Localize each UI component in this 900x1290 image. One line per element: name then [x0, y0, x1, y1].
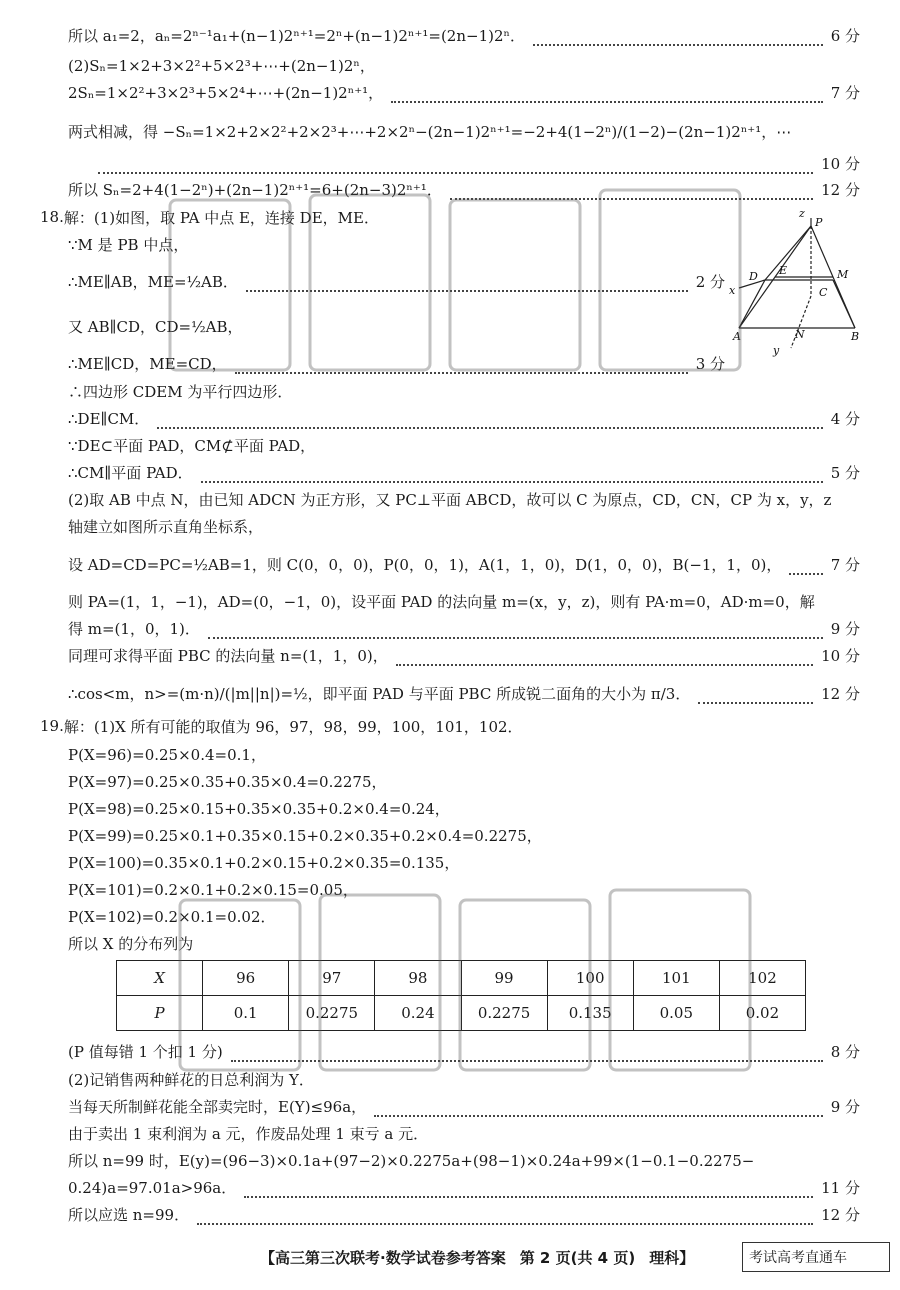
q18-line-7-text: ∴DE∥CM．: [68, 409, 150, 428]
q19-line-8-text: P(X=102)=0.2×0.1=0.02．: [68, 907, 276, 926]
q18-line-1-text: 解：(1)如图，取 PA 中点 E，连接 DE，ME．: [63, 208, 379, 227]
score-label: 7 分: [830, 83, 860, 102]
q18-line-16: [68, 680, 860, 706]
table-cell: 96: [203, 961, 289, 996]
footer-subject: 理科】: [649, 1248, 695, 1267]
leader-dots: [374, 1100, 823, 1117]
score-label: 2 分: [695, 272, 725, 291]
q18-line-8: [68, 432, 860, 458]
table-cell: 0.05: [633, 996, 719, 1031]
table-cell: 0.135: [547, 996, 633, 1031]
q19-line-13-text: 由于卖出 1 束利润为 a 元，作废品处理 1 束亏 a 元．: [68, 1124, 429, 1143]
q19-line-11-text: (2)记销售两种鲜花的日总利润为 Y．: [68, 1070, 314, 1089]
q18-line-14: [68, 615, 860, 641]
table-cell: 100: [547, 961, 633, 996]
q18-line-3-text: ∴ME∥AB，ME=½AB．: [68, 272, 238, 291]
q18-line-13-text: 则 PA=(1，1，−1)，AD=(0，−1，0)，设平面 PAD 的法向量 m=(x，y，z)，则有 PA·m=0，AD·m=0，解: [68, 592, 815, 611]
label-y: y: [773, 344, 780, 357]
q17-line-3: [68, 79, 860, 105]
score-label: 4 分: [830, 409, 860, 428]
score-label: 3 分: [695, 354, 725, 373]
q17-line-2: [68, 52, 860, 78]
q18-line-10: [68, 486, 860, 512]
label-x: x: [729, 284, 736, 297]
q18-line-12-text: 设 AD=CD=PC=½AB=1，则 C(0，0，0)，P(0，0，1)，A(1，1，0)，D(1，0，0)，B(−1，1，0)，: [68, 555, 782, 574]
q19-line-3: [68, 768, 860, 794]
score-label: 8 分: [830, 1042, 860, 1061]
label-a: A: [733, 330, 741, 343]
leader-dots: [698, 687, 813, 704]
score-label: 7 分: [830, 555, 860, 574]
label-p: P: [815, 216, 823, 229]
q18-line-13: [68, 588, 860, 614]
q19-line-4: [68, 795, 860, 821]
q18-line-10-text: (2)取 AB 中点 N，由已知 ADCN 为正方形，又 PC⊥平面 ABCD，故可以 C 为原点，CD，CN，CP 为 x，y，z: [68, 490, 832, 509]
leader-dots: [244, 1181, 813, 1198]
table-cell: 0.1: [203, 996, 289, 1031]
q19-line-1: [40, 713, 860, 739]
q17-line-1: [68, 22, 860, 48]
q17-line-4: [68, 118, 860, 144]
table-cell: 0.24: [375, 996, 461, 1031]
q18-line-8-text: ∵DE⊂平面 PAD，CM⊄平面 PAD，: [68, 436, 316, 455]
score-label: 9 分: [830, 1097, 860, 1116]
q18-line-15-text: 同理可求得平面 PBC 的法向量 n=(1，1，0)，: [68, 646, 388, 665]
edge-pd: [765, 226, 811, 280]
label-e: E: [779, 264, 788, 277]
q19-line-15-text: 0.24)a=97.01a>96a．: [68, 1178, 237, 1197]
leader-dots: [201, 466, 823, 483]
leader-dots: [157, 412, 822, 429]
question-number: 19.: [40, 717, 64, 735]
label-m: M: [837, 268, 849, 281]
q19-line-12-text: 当每天所制鲜花能全部卖完时，E(Y)≤96a，: [68, 1097, 367, 1116]
q18-line-15: [68, 642, 860, 668]
label-n: N: [795, 328, 805, 341]
q19-line-16: [68, 1201, 860, 1227]
q18-line-5-text: ∴ME∥CD，ME=CD，: [68, 354, 227, 373]
watermark-logo: [170, 880, 770, 1090]
table-cell: P: [117, 996, 203, 1031]
source-badge: 考试高考直通车: [742, 1242, 890, 1272]
label-c: C: [819, 286, 828, 299]
edge-cb: [833, 280, 855, 328]
leader-dots: [789, 558, 822, 575]
q18-line-6-text: ∴四边形 CDEM 为平行四边形．: [68, 382, 293, 401]
table-cell: 0.02: [719, 996, 805, 1031]
q18-line-7: [68, 405, 860, 431]
q19-line-4-text: P(X=98)=0.25×0.15+0.35×0.35+0.2×0.4=0.24，: [68, 799, 450, 818]
leader-dots: [396, 649, 813, 666]
q18-line-11-text: 轴建立如图所示直角坐标系，: [68, 517, 264, 536]
q19-line-2: [68, 741, 860, 767]
q18-line-2-text: ∵M 是 PB 中点，: [68, 235, 189, 254]
q19-line-14-text: 所以 n=99 时，E(y)=(96−3)×0.1a+(97−2)×0.2275a+(98−1)×0.24a+99×(1−0.1−0.2275−: [68, 1151, 755, 1170]
page-footer: [260, 1243, 708, 1271]
q19-line-3-text: P(X=97)=0.25×0.35+0.35×0.4=0.2275，: [68, 772, 387, 791]
table-cell: 99: [461, 961, 547, 996]
score-label: 11 分: [821, 1178, 860, 1197]
question-number: 18.: [40, 208, 64, 226]
leader-dots: [533, 29, 823, 46]
q19-line-10-text: (P 值每错 1 个扣 1 分): [68, 1042, 223, 1061]
q19-line-15: [68, 1174, 860, 1200]
score-label: 12 分: [821, 684, 860, 703]
q19-line-9-text: 所以 X 的分布列为: [68, 934, 194, 953]
leader-dots: [197, 1208, 813, 1225]
q19-line-14: [68, 1147, 860, 1173]
table-cell: 0.2275: [289, 996, 375, 1031]
q18-line-14-text: 得 m=(1，0，1)．: [68, 619, 200, 638]
q19-line-5-text: P(X=99)=0.25×0.1+0.35×0.15+0.2×0.35+0.2×0.4=0.2275，: [68, 826, 542, 845]
q19-line-6: [68, 849, 860, 875]
q18-line-16-text: ∴cos<m，n>=(m·n)/(|m||n|)=½，即平面 PAD 与平面 PBC 所成锐二面角的大小为 π/3．: [68, 684, 691, 703]
leader-dots: [98, 157, 813, 174]
label-b: B: [851, 330, 860, 343]
table-cell: 97: [289, 961, 375, 996]
q19-line-1-text: 解：(1)X 所有可能的取值为 96，97，98，99，100，101，102．: [63, 717, 523, 736]
score-label: 12 分: [821, 1205, 860, 1224]
q18-line-12: [68, 551, 860, 577]
table-cell: X: [117, 961, 203, 996]
q18-line-9: [68, 459, 860, 485]
q19-line-7-text: P(X=101)=0.2×0.1+0.2×0.15=0.05，: [68, 880, 358, 899]
score-label: 12 分: [821, 180, 860, 199]
leader-dots: [208, 622, 823, 639]
table-cell: 101: [633, 961, 719, 996]
score-label: 9 分: [830, 619, 860, 638]
q18-line-9-text: ∴CM∥平面 PAD．: [68, 463, 193, 482]
q17-line-5: [68, 150, 860, 176]
table-cell: 0.2275: [461, 996, 547, 1031]
q19-line-16-text: 所以应选 n=99．: [68, 1205, 190, 1224]
q17-line-2-text: (2)Sₙ=1×2+3×2²+5×2³+⋯+(2n−1)2ⁿ，: [68, 56, 375, 75]
q19-line-2-text: P(X=96)=0.25×0.4=0.1，: [68, 745, 266, 764]
score-label: 10 分: [821, 154, 860, 173]
q19-line-13: [68, 1120, 860, 1146]
q19-line-12: [68, 1093, 860, 1119]
q17-line-6-text: 所以 Sₙ=2+4(1−2ⁿ)+(2n−1)2ⁿ⁺¹=6+(2n−3)2ⁿ⁺¹．: [68, 180, 442, 199]
q19-line-5: [68, 822, 860, 848]
footer-page-number: 第 2 页(共 4 页): [519, 1248, 636, 1267]
q19-line-6-text: P(X=100)=0.35×0.1+0.2×0.15+0.2×0.35=0.135，: [68, 853, 460, 872]
label-d: D: [749, 270, 758, 283]
q18-line-4-text: 又 AB∥CD，CD=½AB，: [68, 317, 243, 336]
q17-line-3-text: 2Sₙ=1×2²+3×2³+5×2⁴+⋯+(2n−1)2ⁿ⁺¹，: [68, 83, 384, 102]
leader-dots: [391, 86, 823, 103]
label-z: z: [799, 207, 805, 220]
score-label: 5 分: [830, 463, 860, 482]
score-label: 6 分: [830, 26, 860, 45]
q18-line-11: [68, 513, 860, 539]
q17-line-4-text: 两式相减，得 −Sₙ=1×2+2×2²+2×2³+⋯+2×2ⁿ−(2n−1)2ⁿ⁺¹=−2+4(1−2ⁿ)/(1−2)−(2n−1)2ⁿ⁺¹，⋯: [68, 122, 792, 141]
q17-line-1-text: 所以 a₁=2，aₙ=2ⁿ⁻¹a₁+(n−1)2ⁿ⁺¹=2ⁿ+(n−1)2ⁿ⁺¹=(2n−1)2ⁿ．: [68, 26, 525, 45]
watermark-logo: [160, 180, 760, 390]
footer-title: 【高三第三次联考·数学试卷参考答案: [260, 1248, 506, 1267]
table-cell: 98: [375, 961, 461, 996]
table-cell: 102: [719, 961, 805, 996]
score-label: 10 分: [821, 646, 860, 665]
